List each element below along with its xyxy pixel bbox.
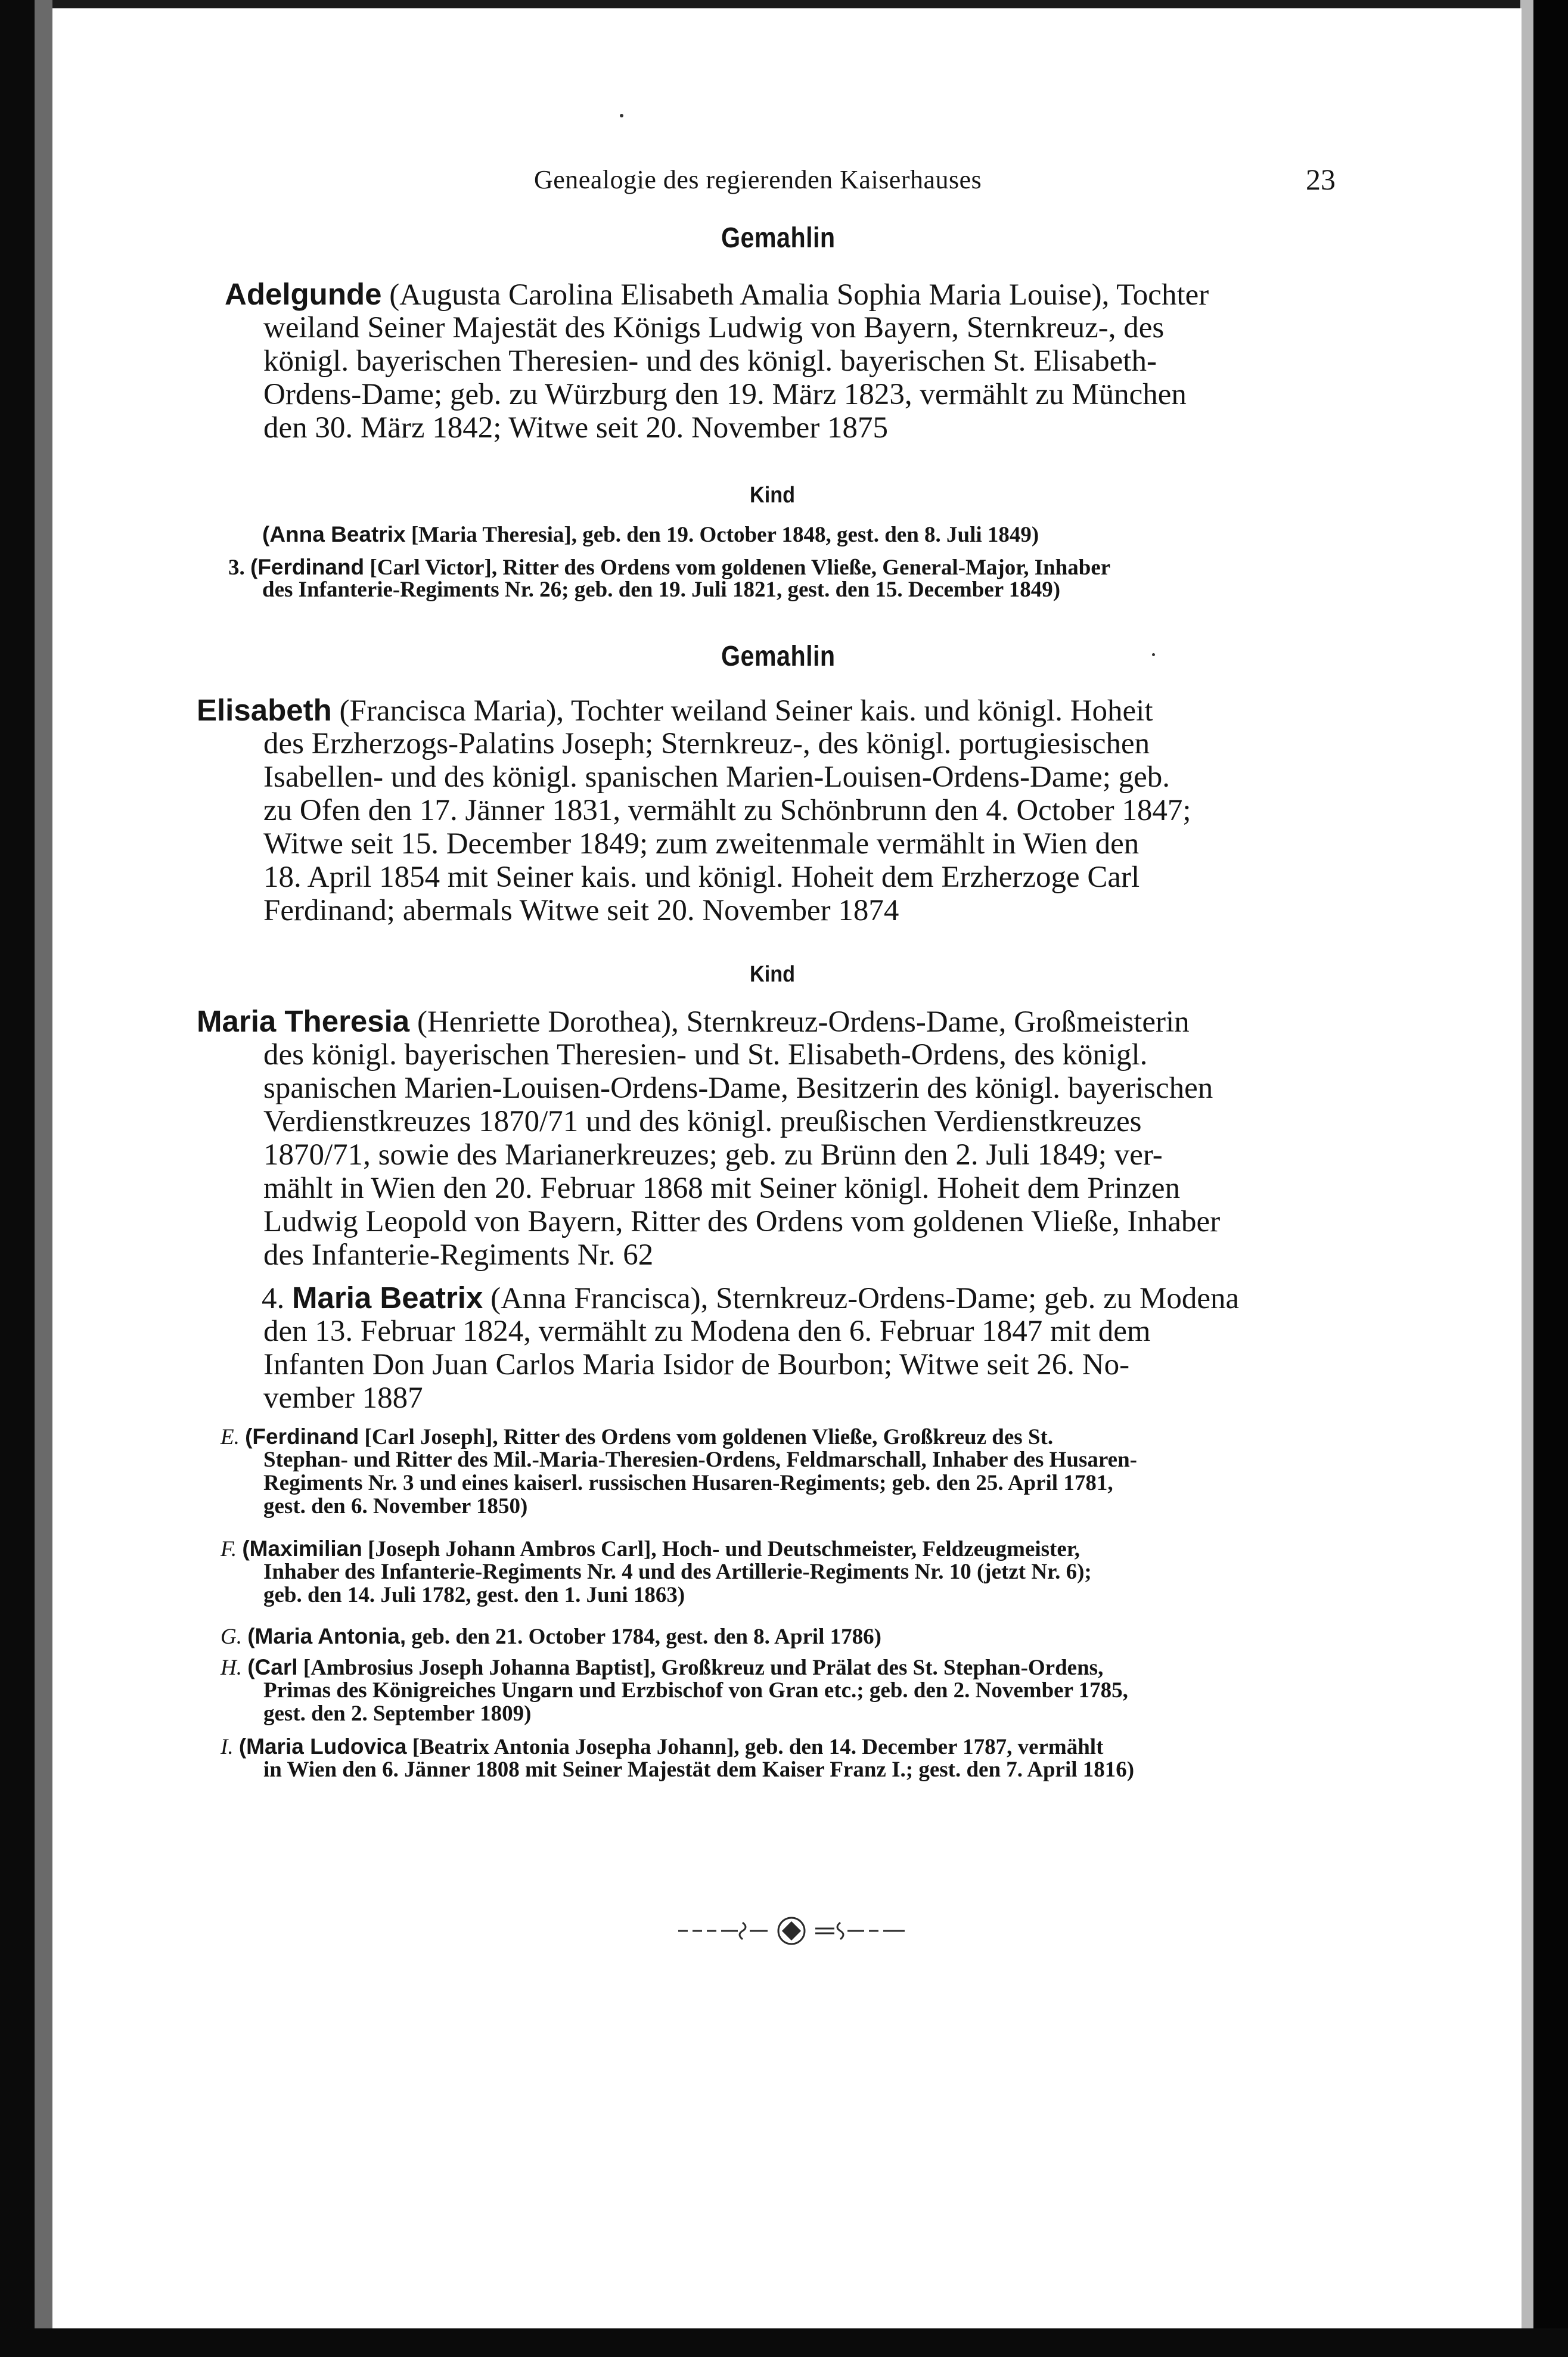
- speck: [1152, 653, 1155, 656]
- speck: [620, 114, 623, 117]
- kind1-entry-2-line-1: 3. (Ferdinand [Carl Victor], Ritter des Ordens vom goldenen Vließe, General-Major, Inhaber: [228, 555, 1111, 580]
- book-page: [52, 8, 1522, 2328]
- running-head: Genealogie des regierenden Kaiserhauses: [534, 165, 982, 194]
- kind2-line-7: Ludwig Leopold von Bayern, Ritter des Ordens vom goldenen Vließe, Inhaber: [263, 1205, 1221, 1238]
- kind1-entry-1: (Anna Beatrix [Maria Theresia], geb. den 19. October 1848, gest. den 8. Juli 1849): [262, 522, 1039, 547]
- tailpiece-ornament-icon: [678, 1913, 905, 1949]
- section2-line-4: zu Ofen den 17. Jänner 1831, vermählt zu Schönbrunn den 4. October 1847;: [263, 794, 1191, 827]
- sibling-e-line-2: Stephan- und Ritter des Mil.-Maria-Theresien-Ordens, Feldmarschall, Inhaber des Husaren-: [263, 1448, 1137, 1472]
- kind2-line-3: spanischen Marien-Louisen-Ordens-Dame, Besitzerin des königl. bayerischen: [263, 1072, 1213, 1105]
- person-name-ferdinand: (Ferdinand: [250, 555, 365, 579]
- section2-line-7: Ferdinand; abermals Witwe seit 20. November 1874: [263, 894, 899, 927]
- kind2-line-1: Maria Theresia (Henriette Dorothea), Sternkreuz-Ordens-Dame, Großmeisterin: [197, 1004, 1190, 1039]
- section-heading-kind-2: Kind: [750, 962, 795, 987]
- section1-line-4: Ordens-Dame; geb. zu Würzburg den 19. März 1823, vermählt zu München: [263, 378, 1187, 411]
- kind2-line-4: Verdienstkreuzes 1870/71 und des königl. preußischen Verdienstkreuzes: [263, 1105, 1142, 1138]
- section-heading-gemahlin-2: Gemahlin: [721, 641, 836, 672]
- kind1-entry-2-line-2: des Infanterie-Regiments Nr. 26; geb. den 19. Juli 1821, gest. den 15. December 1849): [262, 577, 1061, 602]
- scan-shadow-left: [35, 0, 52, 2357]
- sibling-f-line-1: F. (Maximilian [Joseph Johann Ambros Carl], Hoch- und Deutschmeister, Feldzeugmeister,: [221, 1536, 1080, 1561]
- entry4-line-4: vember 1887: [263, 1381, 423, 1415]
- scan-border-bottom: [0, 2328, 1568, 2357]
- person-name-anna-beatrix: (Anna Beatrix: [262, 522, 406, 546]
- sibling-e-line-3: Regiments Nr. 3 und eines kaiserl. russischen Husaren-Regiments; geb. den 25. April 1781,: [263, 1471, 1113, 1495]
- scan-border-top: [0, 0, 1568, 8]
- section1-line-5: den 30. März 1842; Witwe seit 20. November 1875: [263, 411, 888, 445]
- sibling-f-line-3: geb. den 14. Juli 1782, gest. den 1. Juni 1863): [263, 1583, 685, 1607]
- section2-line-5: Witwe seit 15. December 1849; zum zweitenmale vermählt in Wien den: [263, 827, 1139, 861]
- person-name-carl: (Carl: [247, 1655, 298, 1679]
- section1-line-3: königl. bayerischen Theresien- und des königl. bayerischen St. Elisabeth-: [263, 344, 1157, 378]
- sibling-f-line-2: Inhaber des Infanterie-Regiments Nr. 4 und des Artillerie-Regiments Nr. 10 (jetzt Nr. 6);: [263, 1560, 1092, 1584]
- sibling-e-line-4: gest. den 6. November 1850): [263, 1494, 528, 1518]
- section-heading-gemahlin-1: Gemahlin: [721, 222, 836, 254]
- person-name-maria-antonia: (Maria Antonia,: [247, 1624, 406, 1648]
- section1-line-1: Adelgunde (Augusta Carolina Elisabeth Amalia Sophia Maria Louise), Tochter: [225, 277, 1209, 312]
- entry4-line-3: Infanten Don Juan Carlos Maria Isidor de Bourbon; Witwe seit 26. No-: [263, 1348, 1130, 1381]
- person-name-ferdinand-carl-joseph: (Ferdinand: [245, 1424, 359, 1449]
- sibling-i-line-1: I. (Maria Ludovica [Beatrix Antonia Josepha Johann], geb. den 14. December 1787, vermählt: [221, 1734, 1104, 1759]
- kind2-line-8: des Infanterie-Regiments Nr. 62: [263, 1238, 654, 1272]
- page-number: 23: [1306, 163, 1336, 196]
- sibling-e-line-1: E. (Ferdinand [Carl Joseph], Ritter des Ordens vom goldenen Vließe, Großkreuz des St.: [221, 1424, 1054, 1449]
- person-name-elisabeth: Elisabeth: [197, 693, 332, 727]
- scan-border-right: [1533, 0, 1568, 2357]
- person-name-maria-theresia: Maria Theresia: [197, 1004, 410, 1038]
- section2-line-2: des Erzherzogs-Palatins Joseph; Sternkreuz-, des königl. portugiesischen: [263, 727, 1150, 760]
- sibling-g-line-1: G. (Maria Antonia, geb. den 21. October 1784, gest. den 8. April 1786): [221, 1624, 881, 1649]
- person-name-maximilian: (Maximilian: [242, 1536, 362, 1561]
- entry4-line-1: 4. Maria Beatrix (Anna Francisca), Sternkreuz-Ordens-Dame; geb. zu Modena: [262, 1281, 1240, 1315]
- section-heading-kind-1: Kind: [750, 483, 795, 508]
- kind2-line-5: 1870/71, sowie des Marianerkreuzes; geb. zu Brünn den 2. Juli 1849; ver-: [263, 1138, 1163, 1172]
- person-name-adelgunde: Adelgunde: [225, 277, 382, 311]
- kind2-line-6: mählt in Wien den 20. Februar 1868 mit Seiner königl. Hoheit dem Prinzen: [263, 1172, 1181, 1205]
- person-name-maria-ludovica: (Maria Ludovica: [238, 1734, 407, 1759]
- sibling-h-line-2: Primas des Königreiches Ungarn und Erzbischof von Gran etc.; geb. den 2. November 1785,: [263, 1678, 1128, 1703]
- sibling-i-line-2: in Wien den 6. Jänner 1808 mit Seiner Majestät dem Kaiser Franz I.; gest. den 7. April 1816): [263, 1757, 1135, 1782]
- kind2-line-2: des königl. bayerischen Theresien- und St. Elisabeth-Ordens, des königl.: [263, 1038, 1148, 1072]
- entry4-line-2: den 13. Februar 1824, vermählt zu Modena den 6. Februar 1847 mit dem: [263, 1315, 1151, 1348]
- section1-line-2: weiland Seiner Majestät des Königs Ludwig von Bayern, Sternkreuz-, des: [263, 311, 1165, 344]
- section2-line-3: Isabellen- und des königl. spanischen Marien-Louisen-Ordens-Dame; geb.: [263, 760, 1170, 794]
- sibling-h-line-1: H. (Carl [Ambrosius Joseph Johanna Baptist], Großkreuz und Prälat des St. Stephan-Ordens,: [221, 1655, 1104, 1680]
- person-name-maria-beatrix: Maria Beatrix: [292, 1281, 483, 1315]
- section2-line-6: 18. April 1854 mit Seiner kais. und königl. Hoheit dem Erzherzoge Carl: [263, 861, 1140, 894]
- scan-border-left: [0, 0, 35, 2357]
- sibling-h-line-3: gest. den 2. September 1809): [263, 1701, 532, 1726]
- scan-shadow-right: [1520, 0, 1533, 2357]
- section2-line-1: Elisabeth (Francisca Maria), Tochter weiland Seiner kais. und königl. Hoheit: [197, 693, 1153, 728]
